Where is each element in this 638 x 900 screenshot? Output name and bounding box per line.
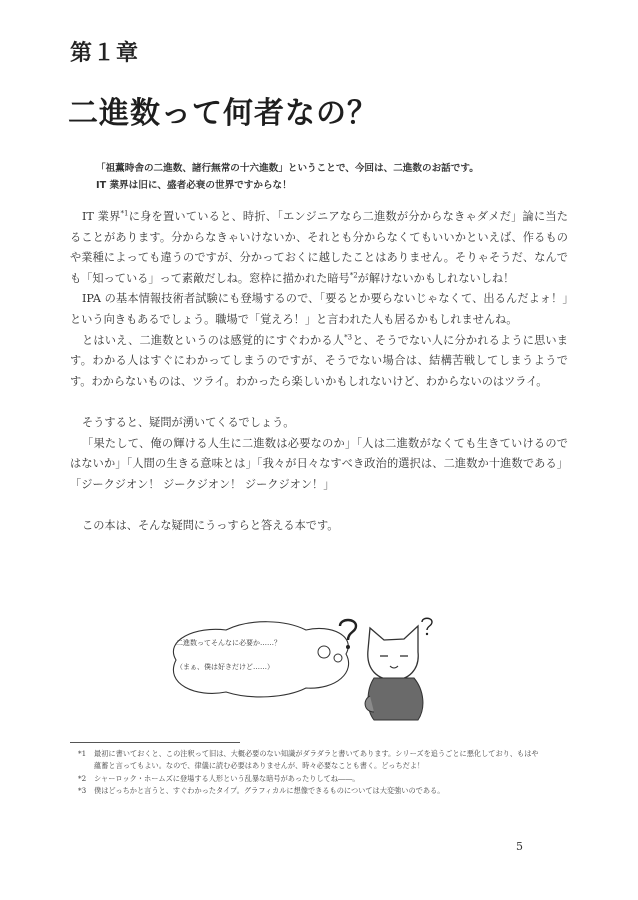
thought-bubble-dot [334, 654, 342, 662]
footnote-text: 僕はどっちかと言うと、すぐわかったタイプ。グラフィカルに想像できるものについては大変強いのである。 [94, 786, 445, 796]
paragraph-5: 「果たして、俺の輝ける人生に二進数は必要なのか」「人は二進数がなくても生きていけるのではないか」「人間の生きる意味とは」「我々が日々なすべき政治的選択は、二進数か十進数である」「ジークジオン！ ジークジオン！ ジークジオン！」 [70, 436, 568, 491]
footnote-divider [70, 742, 240, 743]
small-question-mark-icon [422, 618, 432, 630]
footnote-mark: *3 [78, 786, 87, 796]
footnote-mark: *2 [78, 773, 87, 783]
footnote-3 [70, 785, 540, 797]
cat-body [368, 678, 423, 720]
thought-bubble-cloud [173, 622, 348, 697]
paragraph-gap [70, 495, 568, 516]
lead-line-1: 「祖薫時舎の二進数、諸行無常の十六進数」ということで、今回は、二進数のお話です。 [96, 163, 479, 174]
footnote-mark: *1 [78, 749, 87, 758]
page-number: 5 [516, 840, 523, 853]
footnote-ref-3: *3 [344, 332, 353, 341]
paragraph-6: この本は、そんな疑問にうっすらと答える本です。 [82, 518, 339, 532]
cat-head [368, 626, 418, 680]
paragraph-1-part-a: IT 業界 [82, 210, 121, 223]
paragraph-gap [70, 392, 568, 413]
body-text [70, 207, 568, 537]
paragraph-2: IPA の基本情報技術者試験にも登場するので、「要るとか要らないじゃなくて、出るんだよォ！」という向きもあるでしょう。職場で「覚えろ！」と言われた人も居るかもしれませんね。 [70, 292, 568, 326]
paragraph-3 [70, 331, 568, 393]
footnote-text: シャーロック・ホームズに登場する人形という乱暴な暗号があったりしてね――。 [94, 773, 360, 783]
footnote-1 [70, 748, 540, 773]
paragraph-1 [70, 207, 568, 289]
paragraph-4: そうすると、疑問が湧いてくるでしょう。 [82, 415, 295, 429]
paragraph-3-part-a: とはいえ、二進数というのは感覚的にすぐわかる人 [82, 333, 345, 347]
paragraph-3-part-b: と、そうでない人に分かれるように思います。わかる人はすぐにわかってしまうのですが、そうでない場合は、結構苦戦してしまうようです。わからないものは、ツライ。わかったら楽しいかもしれないけど、わからないのはツライ。 [70, 333, 568, 388]
footnote-2 [70, 773, 540, 785]
lead-line-2: IT 業界は旧に、盛者必衰の世界ですからな！ [96, 180, 292, 191]
chapter-title: 二進数って何者なの？ [68, 96, 378, 131]
footnote-ref-2: *2 [349, 271, 358, 280]
footnotes [70, 748, 540, 798]
bubble-line-1: 二進数ってそんなに必要か……？ [176, 639, 281, 647]
bubble-line-2: （まぁ、僕は好きだけど……） [176, 663, 274, 671]
paragraph-1-part-c: が解けないかもしれないしね！ [357, 271, 515, 285]
thought-bubble-dot [318, 646, 330, 658]
question-mark-dot [346, 645, 350, 649]
lead-text [96, 160, 556, 194]
footnote-ref-1: *1 [120, 209, 129, 218]
footnote-text: 最初に書いておくと、この注釈って旧は、大概必要のない知識がダラダラと書いてあります。シリーズを追うごとに悪化しており、もはや蘊蓄と言ってもよい。なので、律儀に読む必要はありませんが、時々必要なことも書く。どっちだよ！ [94, 749, 539, 771]
chapter-label: 第１章 [70, 41, 140, 66]
small-question-mark-dot [426, 633, 428, 635]
paragraph-1-part-b: に身を置いていると、時折、「エンジニアなら二進数が分からなきゃダメだ」論に当たることがあります。分からなきゃいけないか、それとも分からなくてもいいかといえば、作るものや業種によっても違うのですが、分かっておくに越したことはありません。そりゃそうだ、なんでも「知っている」って素敵だしね。窓枠に描かれた暗号 [70, 210, 568, 285]
